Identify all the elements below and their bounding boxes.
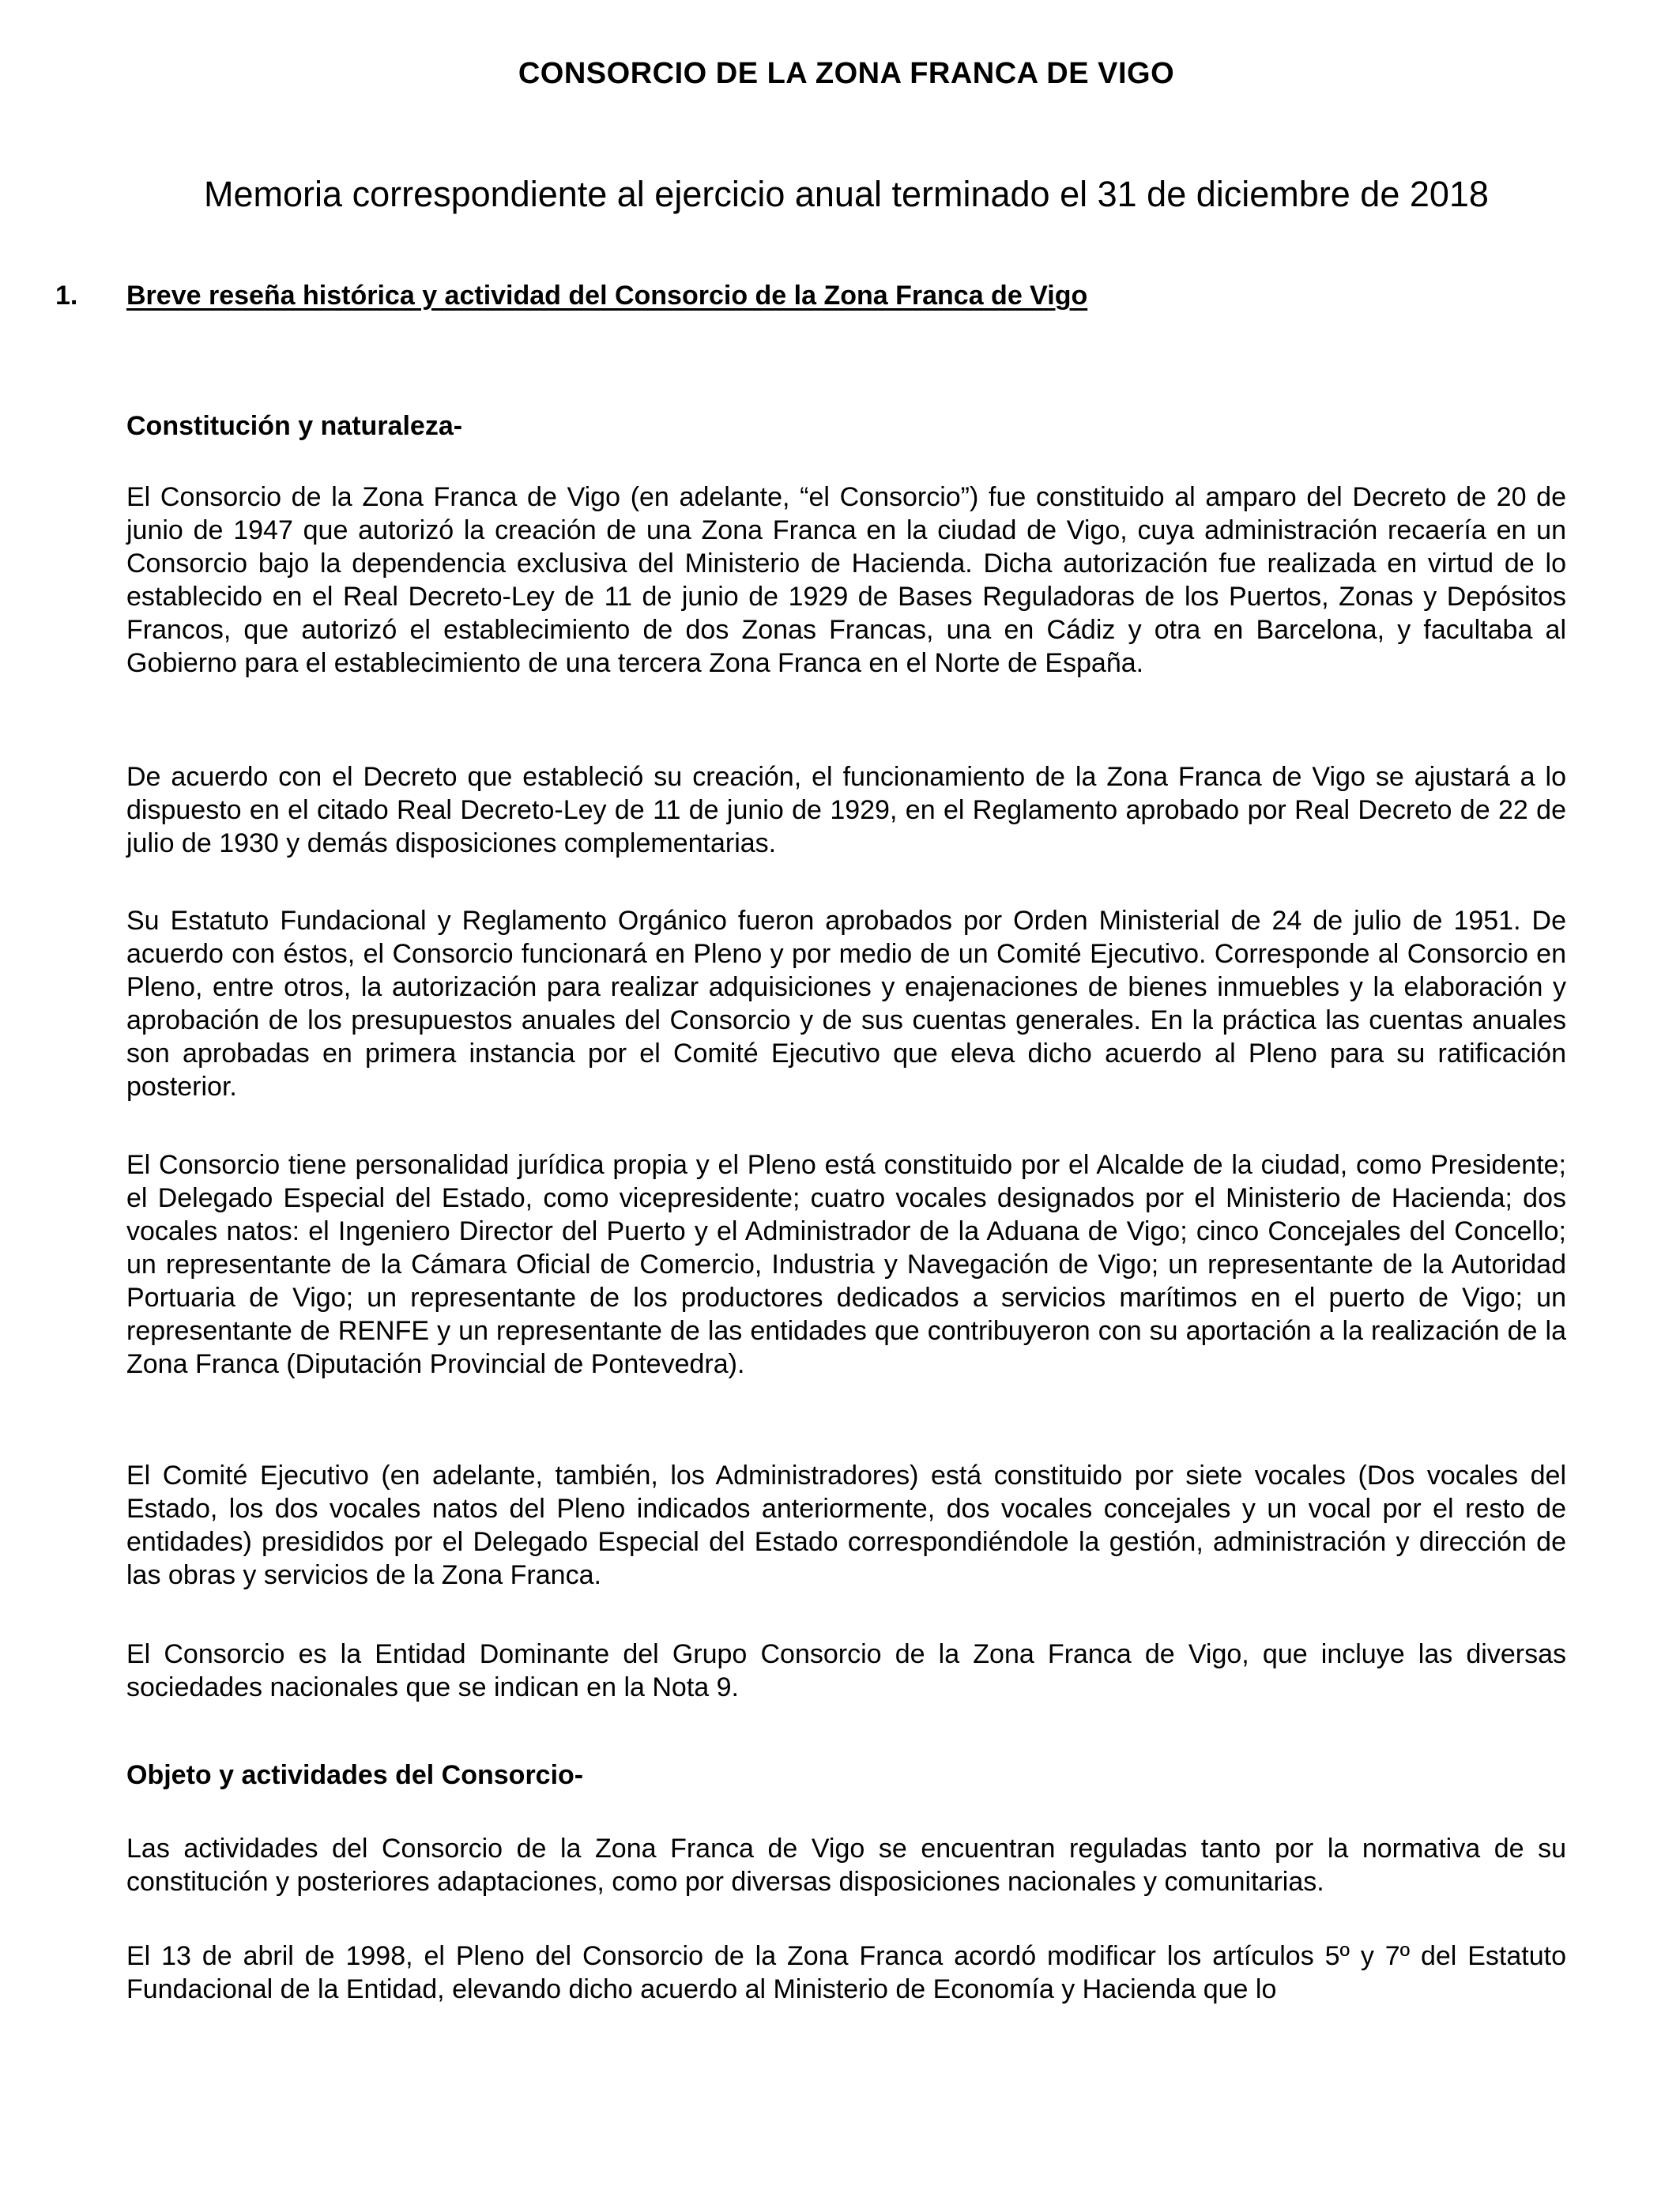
section-title: Breve reseña histórica y actividad del Consorcio de la Zona Franca de Vigo: [126, 281, 1088, 311]
paragraph-objeto-1: Las actividades del Consorcio de la Zona Franca de Vigo se encuentran reguladas tanto por la normativa de su constitución y posteriores adaptaciones, como por diversas disposiciones nacionales y comunitarias.: [126, 1834, 1566, 1897]
document-title: CONSORCIO DE LA ZONA FRANCA DE VIGO: [518, 57, 1175, 90]
section-heading: [55, 281, 1351, 311]
paragraph-constitucion-4: El Consorcio tiene personalidad jurídica propia y el Pleno está constituido por el Alcalde de la ciudad, como Presidente; el Delegado Especial del Estado, como vicepresidente; cuatro vocales designados por el Ministerio de Hacienda; dos vocales natos: el Ingeniero Director del Puerto y el Administrador de la Aduana de Vigo; cinco Concejales del Concello; un representante de la Cámara Oficial de Comercio, Industria y Navegación de Vigo; un representante de la Autoridad Portuaria de Vigo; un representante de los productores dedicados a servicios marítimos en el puerto de Vigo; un representante de RENFE y un representante de las entidades que contribuyeron con su aportación a la realización de la Zona Franca (Diputación Provincial de Pontevedra).: [126, 1150, 1566, 1379]
subsection-heading-objeto: Objeto y actividades del Consorcio-: [126, 1760, 584, 1790]
subsection-heading-constitucion: Constitución y naturaleza-: [126, 411, 463, 441]
document-subtitle: Memoria correspondiente al ejercicio anual terminado el 31 de diciembre de 2018: [204, 174, 1489, 214]
paragraph-constitucion-6: El Consorcio es la Entidad Dominante del Grupo Consorcio de la Zona Franca de Vigo, que incluye las diversas sociedades nacionales que se indican en la Nota 9.: [126, 1639, 1566, 1702]
paragraph-objeto-2: El 13 de abril de 1998, el Pleno del Consorcio de la Zona Franca acordó modificar los artículos 5º y 7º del Estatuto Fundacional de la Entidad, elevando dicho acuerdo al Ministerio de Economía y Hacienda que lo: [126, 1941, 1566, 2004]
paragraph-constitucion-3: Su Estatuto Fundacional y Reglamento Orgánico fueron aprobados por Orden Ministerial de 24 de julio de 1951. De acuerdo con éstos, el Consorcio funcionará en Pleno y por medio de un Comité Ejecutivo. Corresponde al Consorcio en Pleno, entre otros, la autorización para realizar adquisiciones y enajenaciones de bienes inmuebles y la elaboración y aprobación de los presupuestos anuales del Consorcio y de sus cuentas generales. En la práctica las cuentas anuales son aprobadas en primera instancia por el Comité Ejecutivo que eleva dicho acuerdo al Pleno para su ratificación posterior.: [126, 906, 1566, 1102]
paragraph-constitucion-1: El Consorcio de la Zona Franca de Vigo (en adelante, “el Consorcio”) fue constituido al amparo del Decreto de 20 de junio de 1947 que autorizó la creación de una Zona Franca en la ciudad de Vigo, cuya administración recaería en un Consorcio bajo la dependencia exclusiva del Ministerio de Hacienda. Dicha autorización fue realizada en virtud de lo establecido en el Real Decreto-Ley de 11 de junio de 1929 de Bases Reguladoras de los Puertos, Zonas y Depósitos Francos, que autorizó el establecimiento de dos Zonas Francas, una en Cádiz y otra en Barcelona, y facultaba al Gobierno para el establecimiento de una tercera Zona Franca en el Norte de España.: [126, 482, 1566, 678]
paragraph-constitucion-5: El Comité Ejecutivo (en adelante, también, los Administradores) está constituido por siete vocales (Dos vocales del Estado, los dos vocales natos del Pleno indicados anteriormente, dos vocales concejales y un vocal por el resto de entidades) presididos por el Delegado Especial del Estado correspondiéndole la gestión, administración y dirección de las obras y servicios de la Zona Franca.: [126, 1461, 1566, 1590]
section-number: 1.: [55, 281, 78, 311]
paragraph-constitucion-2: De acuerdo con el Decreto que estableció su creación, el funcionamiento de la Zona Franca de Vigo se ajustará a lo dispuesto en el citado Real Decreto-Ley de 11 de junio de 1929, en el Reglamento aprobado por Real Decreto de 22 de julio de 1930 y demás disposiciones complementarias.: [126, 762, 1566, 858]
